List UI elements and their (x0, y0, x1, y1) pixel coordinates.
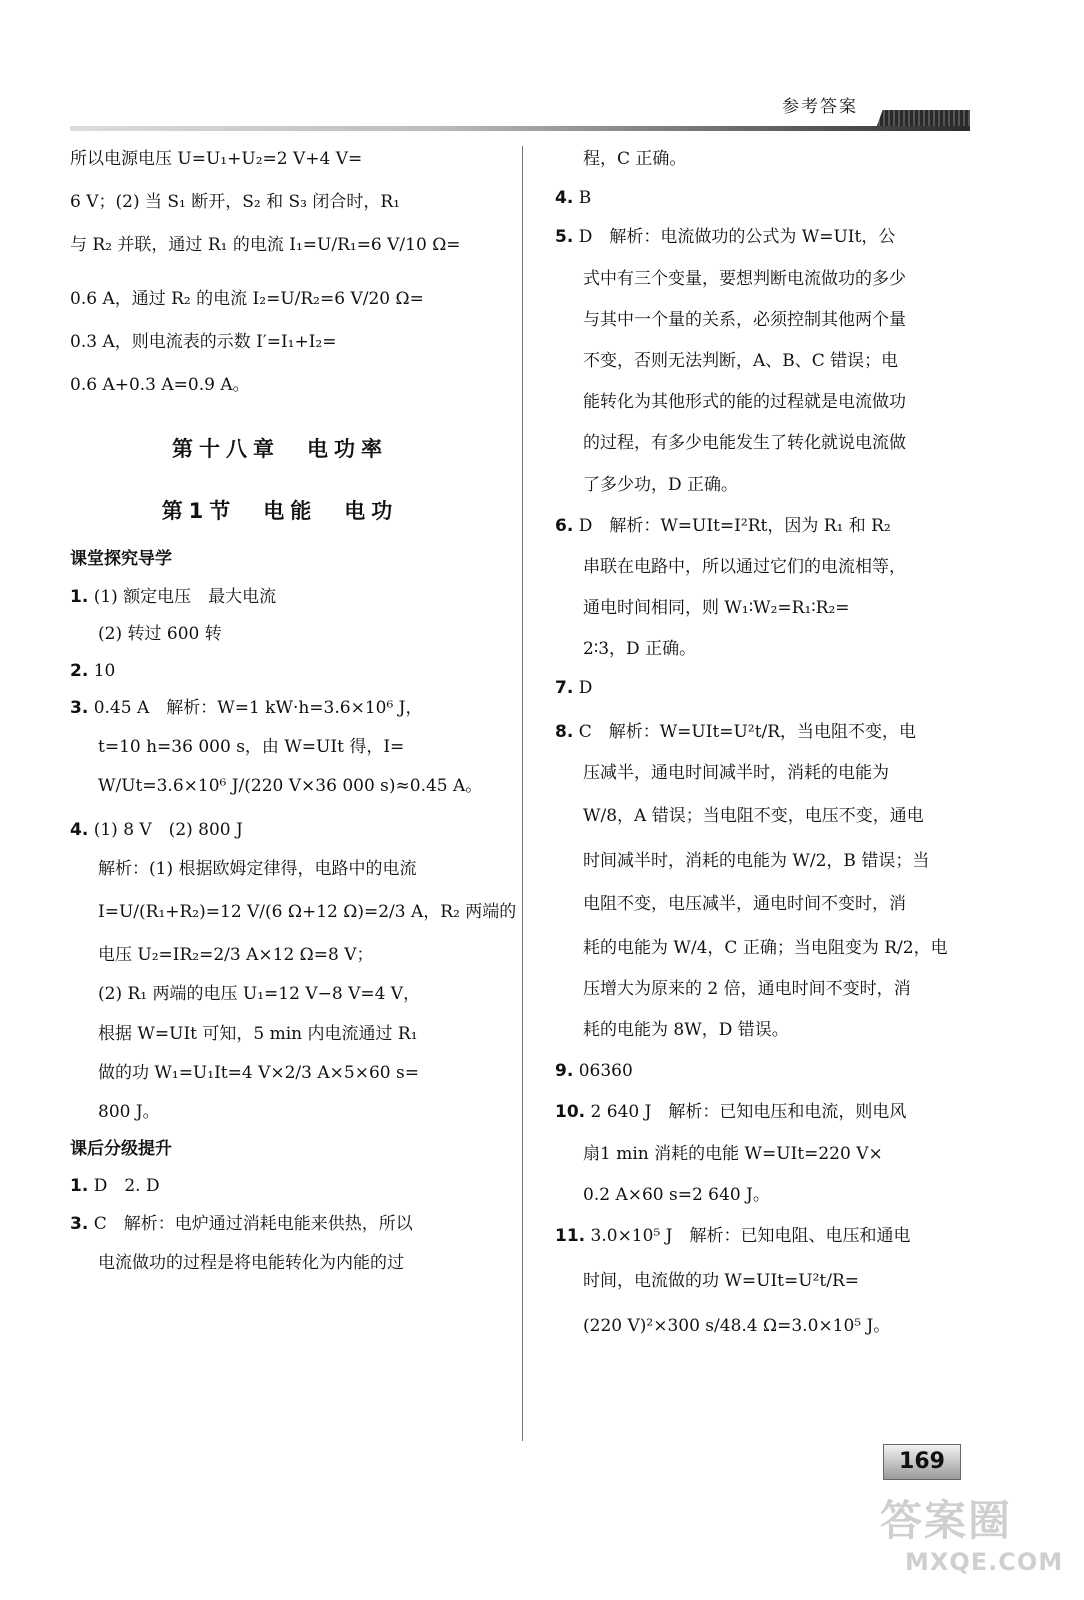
right_col-line (555, 935, 975, 962)
left_col-line (70, 695, 490, 722)
left_col-line (70, 495, 490, 529)
left_col-line (70, 286, 490, 313)
left_col-line (70, 899, 517, 926)
line-text: 课后分级提升 (70, 1139, 172, 1160)
left_col-line (70, 1250, 490, 1277)
right_col-line (555, 1141, 975, 1168)
line-text: (1) 8 V (2) 800 J (93, 819, 243, 840)
line-text: D 解析：电流做功的公式为 W=UIt，公 (578, 227, 896, 248)
line-text: 串联在电路中，所以通过它们的电流相等， (583, 556, 906, 577)
right_col-line (555, 224, 975, 251)
right_col-line (555, 976, 975, 1003)
left_col-line (70, 146, 490, 173)
left_col-line (70, 658, 490, 685)
right_col-line (555, 185, 975, 212)
line-text: 800 J。 (98, 1101, 160, 1122)
line-text: 的过程，有多少电能发生了转化就说电流做 (583, 433, 906, 454)
line-text: 电压 U₂=IR₂=2/3 A×12 Ω=8 V； (98, 945, 374, 966)
right_col-line (555, 1058, 975, 1085)
right_col-line (555, 430, 975, 457)
item-number: 3. (70, 1213, 89, 1234)
line-text: (2) R₁ 两端的电压 U₁=12 V−8 V=4 V， (98, 984, 421, 1005)
line-text: 2∶3，D 正确。 (583, 639, 697, 660)
line-text: 不变，否则无法判断，A、B、C 错误；电 (583, 350, 899, 371)
left_col-line (70, 329, 490, 356)
item-number: 1. (70, 586, 89, 607)
right_col-line (555, 848, 975, 875)
line-text: 耗的电能为 W/4，C 正确；当电阻变为 R/2，电 (583, 937, 948, 958)
right_col-line (555, 307, 975, 334)
item-number: 5. (555, 227, 574, 248)
item-number: 2. (70, 660, 89, 681)
item-number: 11. (555, 1225, 586, 1246)
right_col-line (555, 1268, 975, 1295)
line-text: 时间，电流做的功 W=UIt=U²t/R= (583, 1271, 859, 1292)
line-text: D (578, 678, 593, 699)
right_col-line (555, 472, 975, 499)
item-number: 1. (70, 1176, 89, 1197)
left_col-line (70, 189, 490, 216)
left_col-line (70, 734, 490, 761)
left_col-line (70, 817, 490, 844)
line-text: 10 (93, 660, 116, 681)
line-text: 2 640 J 解析：已知电压和电流，则电风 (590, 1102, 907, 1123)
right_col-line (555, 595, 975, 622)
left_col-line (70, 1173, 490, 1200)
right-column (555, 146, 975, 1340)
right_col-line (555, 146, 975, 173)
left_col-line (70, 942, 490, 969)
right_col-line (555, 719, 975, 746)
left_col-line (70, 232, 490, 259)
left_col-line (70, 1060, 490, 1087)
left_col-line (70, 1211, 490, 1238)
left-column (70, 146, 517, 1277)
line-text: (220 V)²×300 s/48.4 Ω=3.0×10⁵ J。 (583, 1316, 891, 1337)
line-text: t=10 h=36 000 s，由 W=UIt 得，I= (98, 737, 405, 758)
left_col-line (70, 621, 490, 648)
right_col-line (555, 760, 975, 787)
right_col-line (555, 389, 975, 416)
line-text: 0.2 A×60 s=2 640 J。 (583, 1184, 770, 1205)
left_col-line (70, 773, 490, 800)
page-number: 169 (883, 1444, 961, 1480)
line-text: 0.3 A，则电流表的示数 I′=I₁+I₂= (70, 331, 337, 352)
line-text: D 2. D (93, 1176, 160, 1197)
line-text: 扇1 min 消耗的电能 W=UIt=220 V× (583, 1143, 883, 1164)
line-text: 第十八章 电功率 (172, 437, 388, 462)
line-text: 压增大为原来的 2 倍，通电时间不变时，消 (583, 978, 911, 999)
line-text: 6 V；(2) 当 S₁ 断开，S₂ 和 S₃ 闭合时，R₁ (70, 192, 400, 213)
line-text: 耗的电能为 8W，D 错误。 (583, 1019, 789, 1040)
right_col-line (555, 348, 975, 375)
right_col-line (555, 1099, 975, 1126)
left_col-line (70, 1136, 490, 1163)
line-text: 电流做功的过程是将电能转化为内能的过 (98, 1252, 404, 1273)
line-text: 通电时间相同，则 W₁∶W₂=R₁∶R₂= (583, 598, 850, 619)
line-text: 0.6 A，通过 R₂ 的电流 I₂=U/R₂=6 V/20 Ω= (70, 288, 424, 309)
right_col-line (555, 1017, 975, 1044)
column-divider (522, 146, 523, 1441)
left_col-line (70, 1021, 490, 1048)
right_col-line (555, 636, 975, 663)
line-text: 06360 (578, 1061, 633, 1082)
header-title: 参考答案 (782, 97, 858, 117)
item-number: 10. (555, 1102, 586, 1123)
line-text: B (578, 188, 592, 209)
line-text: 了多少功，D 正确。 (583, 474, 739, 495)
item-number: 4. (70, 819, 89, 840)
line-text: 做的功 W₁=U₁It=4 V×2/3 A×5×60 s= (98, 1062, 419, 1083)
item-number: 7. (555, 678, 574, 699)
line-text: 能转化为其他形式的能的过程就是电流做功 (583, 392, 906, 413)
left_col-line (70, 372, 490, 399)
right_col-line (555, 513, 975, 540)
item-number: 3. (70, 698, 89, 719)
line-text: 时间减半时，消耗的电能为 W/2，B 错误；当 (583, 851, 930, 872)
item-number: 8. (555, 721, 574, 742)
line-text: 解析：(1) 根据欧姆定律得，电路中的电流 (98, 858, 417, 879)
line-text: D 解析：W=UIt=I²Rt，因为 R₁ 和 R₂ (578, 515, 891, 536)
right_col-line (555, 1182, 975, 1209)
left_col-line (70, 981, 490, 1008)
right_col-line (555, 891, 975, 918)
line-text: 第1节 电能 电功 (161, 498, 399, 523)
item-number: 4. (555, 188, 574, 209)
right_col-line (555, 675, 975, 702)
line-text: C 解析：电炉通过消耗电能来供热，所以 (93, 1213, 413, 1234)
right_col-line (555, 1223, 975, 1250)
item-number: 9. (555, 1061, 574, 1082)
left_col-line (70, 1099, 490, 1126)
line-text: 0.45 A 解析：W=1 kW·h=3.6×10⁶ J， (93, 698, 423, 719)
left_col-line (70, 856, 490, 883)
header-rule (70, 126, 970, 131)
right_col-line (555, 803, 975, 830)
right_col-line (555, 266, 975, 293)
line-text: 0.6 A+0.3 A=0.9 A。 (70, 374, 250, 395)
line-text: 电阻不变，电压减半，通电时间不变时，消 (583, 894, 906, 915)
left_col-line (70, 433, 490, 467)
line-text: 程，C 正确。 (583, 149, 687, 169)
line-text: 压减半，通电时间减半时，消耗的电能为 (583, 762, 889, 783)
right_col-line (555, 554, 975, 581)
line-text: 所以电源电压 U=U₁+U₂=2 V+4 V= (70, 149, 363, 169)
watermark-cn: 答案圈 (880, 1496, 1013, 1545)
right_col-line (555, 1313, 975, 1340)
item-number: 6. (555, 515, 574, 536)
left_col-line (70, 584, 490, 611)
line-text: 课堂探究导学 (70, 549, 172, 570)
line-text: W/Ut=3.6×10⁶ J/(220 V×36 000 s)≈0.45 A。 (98, 776, 483, 797)
line-text: 3.0×10⁵ J 解析：已知电阻、电压和通电 (590, 1225, 911, 1246)
left_col-line (70, 546, 490, 573)
line-text: W/8，A 错误；当电阻不变，电压不变，通电 (583, 806, 924, 826)
line-text: 与 R₂ 并联，通过 R₁ 的电流 I₁=U/R₁=6 V/10 Ω= (70, 235, 461, 256)
line-text: I=U/(R₁+R₂)=12 V/(6 Ω+12 Ω)=2/3 A，R₂ 两端的 (98, 902, 517, 922)
line-text: (1) 额定电压 最大电流 (93, 586, 277, 607)
line-text: 根据 W=UIt 可知，5 min 内电流通过 R₁ (98, 1023, 418, 1044)
line-text: C 解析：W=UIt=U²t/R，当电阻不变，电 (578, 721, 917, 742)
line-text: 式中有三个变量，要想判断电流做功的多少 (583, 268, 906, 289)
watermark-en: MXQE.COM (905, 1548, 1064, 1576)
line-text: (2) 转过 600 转 (98, 623, 222, 644)
line-text: 与其中一个量的关系，必须控制其他两个量 (583, 309, 906, 330)
